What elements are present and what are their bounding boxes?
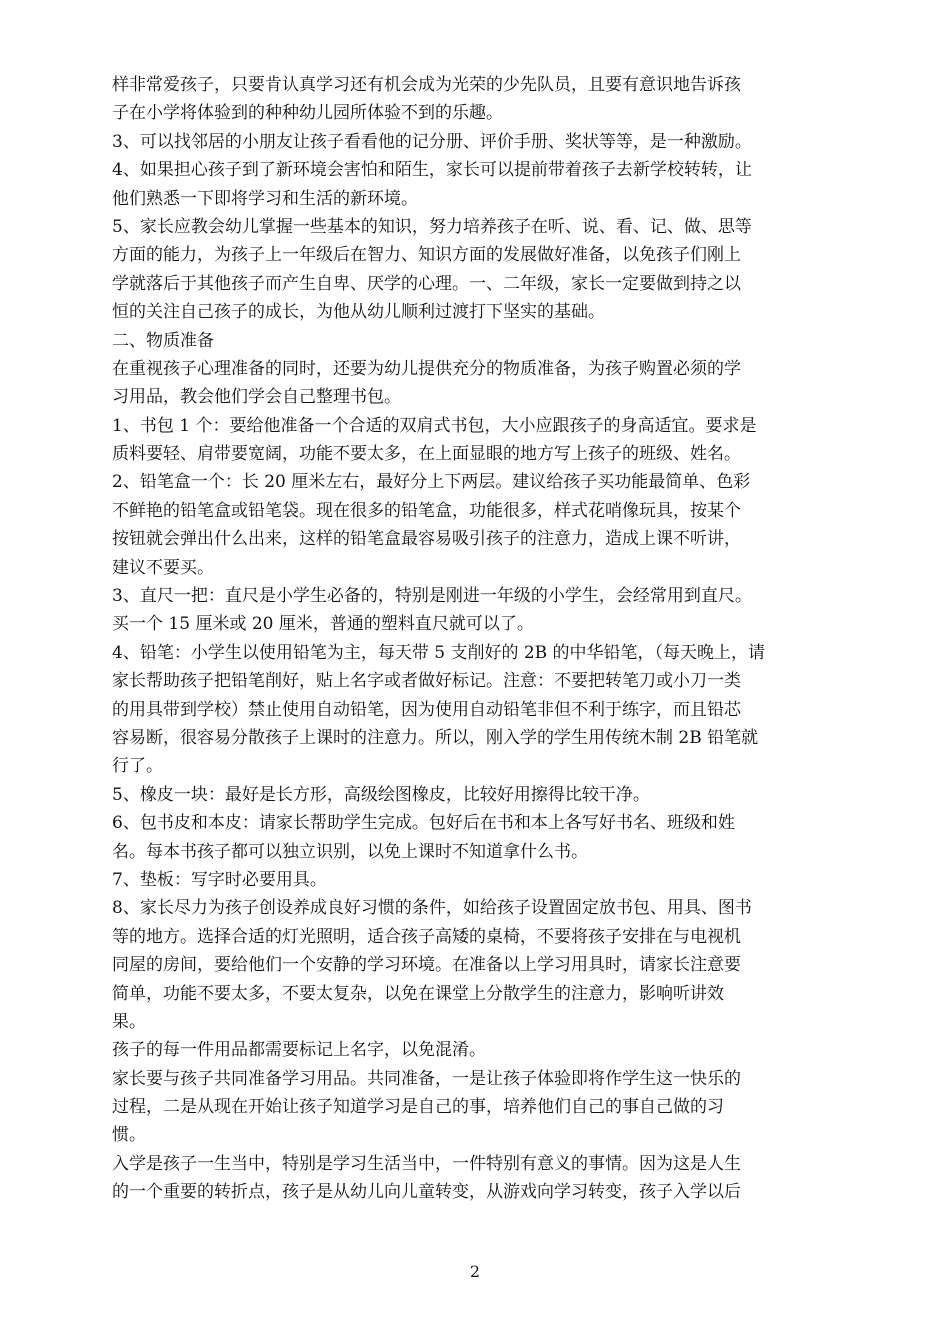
text-line: 家长帮助孩子把铅笔削好，贴上名字或者做好标记。注意：不要把转笔刀或小刀一类 <box>112 671 741 692</box>
text-line: 在重视孩子心理准备的同时，还要为幼儿提供充分的物质准备，为孩子购置必须的学 <box>112 358 741 379</box>
text-line: 惯。 <box>112 1125 146 1146</box>
text-line: 同屋的房间，要给他们一个安静的学习环境。在准备以上学习用具时，请家长注意要 <box>112 955 741 976</box>
text-line: 二、物质准备 <box>112 330 214 351</box>
text-line: 质料要轻、肩带要宽阔，功能不要太多，在上面显眼的地方写上孩子的班级、姓名。 <box>112 444 741 465</box>
text-line: 7、垫板：写字时必要用具。 <box>112 869 327 890</box>
text-line: 的一个重要的转折点，孩子是从幼儿向儿童转变，从游戏向学习转变，孩子入学以后 <box>112 1182 741 1203</box>
text-line: 简单，功能不要太多，不要太复杂，以免在课堂上分散学生的注意力，影响听讲效 <box>112 983 724 1004</box>
page-number: 2 <box>469 1262 481 1281</box>
text-line: 2、铅笔盒一个：长 20 厘米左右，最好分上下两层。建议给孩子买功能最简单、色彩 <box>112 472 751 493</box>
text-line: 他们熟悉一下即将学习和生活的新环境。 <box>112 188 418 209</box>
text-line: 习用品，教会他们学会自己整理书包。 <box>112 387 401 408</box>
text-line: 8、家长尽力为孩子创设养成良好习惯的条件，如给孩子设置固定放书包、用具、图书 <box>112 898 752 919</box>
text-line: 3、可以找邻居的小朋友让孩子看看他的记分册、评价手册、奖状等等，是一种激励。 <box>112 131 752 152</box>
text-line: 5、家长应教会幼儿掌握一些基本的知识，努力培养孩子在听、说、看、记、做、思等 <box>112 216 752 237</box>
text-line: 方面的能力，为孩子上一年级后在智力、知识方面的发展做好准备，以免孩子们刚上 <box>112 245 741 266</box>
text-line: 入学是孩子一生当中，特别是学习生活当中，一件特别有意义的事情。因为这是人生 <box>112 1153 741 1174</box>
text-line: 果。 <box>112 1011 146 1032</box>
text-line: 4、铅笔：小学生以使用铅笔为主，每天带 5 支削好的 2B 的中华铅笔，（每天晚上，请 <box>112 642 766 663</box>
document-body <box>112 71 842 1207</box>
text-line: 行了。 <box>112 756 163 777</box>
text-line: 子在小学将体验到的种种幼儿园所体验不到的乐趣。 <box>112 103 503 124</box>
text-line: 买一个 15 厘米或 20 厘米，普通的塑料直尺就可以了。 <box>112 614 534 635</box>
text-line: 6、包书皮和本皮：请家长帮助学生完成。包好后在书和本上各写好书名、班级和姓 <box>112 813 735 834</box>
text-line: 过程，二是从现在开始让孩子知道学习是自己的事，培养他们自己的事自己做的习 <box>112 1097 724 1118</box>
text-line: 按钮就会弹出什么出来，这样的铅笔盒最容易吸引孩子的注意力，造成上课不听讲， <box>112 529 741 550</box>
text-line: 等的地方。选择合适的灯光照明，适合孩子高矮的桌椅，不要将孩子安排在与电视机 <box>112 926 741 947</box>
text-line: 样非常爱孩子，只要肯认真学习还有机会成为光荣的少先队员，且要有意识地告诉孩 <box>112 75 741 95</box>
text-line: 3、直尺一把：直尺是小学生必备的，特别是刚进一年级的小学生，会经常用到直尺。 <box>112 586 752 607</box>
text-line: 恒的关注自己孩子的成长，为他从幼儿顺利过渡打下坚实的基础。 <box>112 302 605 323</box>
text-line: 5、橡皮一块：最好是长方形，高级绘图橡皮，比较好用擦得比较干净。 <box>112 784 650 805</box>
text-line: 名。每本书孩子都可以独立识别，以免上课时不知道拿什么书。 <box>112 841 588 862</box>
text-line: 学就落后于其他孩子而产生自卑、厌学的心理。一、二年级，家长一定要做到持之以 <box>112 273 741 294</box>
text-line: 不鲜艳的铅笔盒或铅笔袋。现在很多的铅笔盒，功能很多，样式花哨像玩具，按某个 <box>112 500 741 521</box>
text-line: 容易断，很容易分散孩子上课时的注意力。所以，刚入学的学生用传统木制 2B 铅笔就 <box>112 727 759 748</box>
text-line: 孩子的每一件用品都需要标记上名字，以免混淆。 <box>112 1040 486 1061</box>
text-line: 4、如果担心孩子到了新环境会害怕和陌生，家长可以提前带着孩子去新学校转转，让 <box>112 160 752 181</box>
text-line: 家长要与孩子共同准备学习用品。共同准备，一是让孩子体验即将作学生这一快乐的 <box>112 1068 741 1089</box>
text-line: 的用具带到学校）禁止使用自动铅笔，因为使用自动铅笔非但不利于练字，而且铅芯 <box>112 699 741 720</box>
text-line: 建议不要买。 <box>112 557 214 578</box>
text-line: 1、书包 1 个：要给他准备一个合适的双肩式书包，大小应跟孩子的身高适宜。要求是 <box>112 415 757 436</box>
